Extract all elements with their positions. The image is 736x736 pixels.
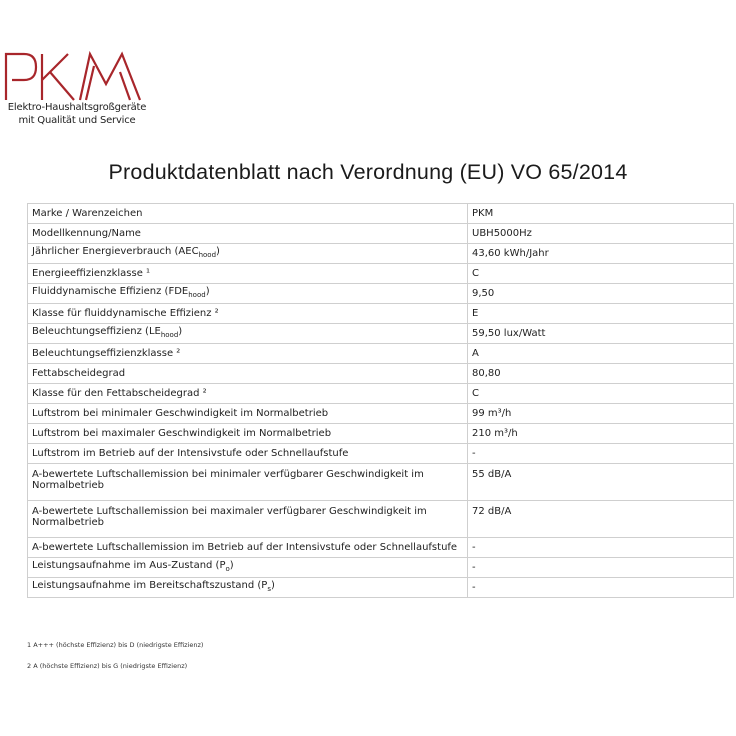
table-row — [28, 384, 734, 404]
table-row — [28, 501, 734, 538]
row-label: Fettabscheidegrad — [28, 364, 468, 384]
row-value: - — [468, 578, 734, 598]
row-value: A — [468, 344, 734, 364]
row-value: 80,80 — [468, 364, 734, 384]
table-row — [28, 464, 734, 501]
row-label: Marke / Warenzeichen — [28, 204, 468, 224]
row-value: C — [468, 264, 734, 284]
row-label: A-bewertete Luftschallemission im Betrieb auf der Intensivstufe oder Schnellaufstufe — [28, 538, 468, 558]
row-label: Beleuchtungseffizienz $(LE_{hood})$ — [28, 324, 468, 344]
row-label: Luftstrom im Betrieb auf der Intensivstufe oder Schnellaufstufe — [28, 444, 468, 464]
table-row — [28, 558, 734, 578]
row-value: PKM — [468, 204, 734, 224]
row-value: - — [468, 538, 734, 558]
table-row — [28, 204, 734, 224]
row-label: Modellkennung/Name — [28, 224, 468, 244]
table-row — [28, 284, 734, 304]
logo-tagline-line-2: mit Qualität und Service — [18, 115, 136, 126]
row-label: Jährlicher Energieverbrauch $(AEC_{hood})$ — [28, 244, 468, 264]
row-label: Klasse für den Fettabscheidegrad ² — [28, 384, 468, 404]
row-value: 72 dB/A — [468, 501, 734, 538]
table-row — [28, 578, 734, 598]
table-row — [28, 444, 734, 464]
product-data-table — [27, 203, 734, 598]
footnote-2: 2 A (höchste Effizienz) bis G (niedrigste Effizienz) — [27, 662, 188, 670]
row-label: Energieeffizienzklasse ¹ — [28, 264, 468, 284]
row-label: Fluiddynamische Effizienz $(FDE_{hood})$ — [28, 284, 468, 304]
table-row — [28, 244, 734, 264]
row-value: 99 m³/h — [468, 404, 734, 424]
row-label: Klasse für fluiddynamische Effizienz ² — [28, 304, 468, 324]
logo-tagline — [2, 101, 152, 127]
row-label: Leistungsaufnahme im Bereitschaftszustand $(P_s)$ — [28, 578, 468, 598]
table-row — [28, 538, 734, 558]
row-value: 43,60 kWh/Jahr — [468, 244, 734, 264]
company-logo — [2, 50, 152, 132]
row-label: Luftstrom bei maximaler Geschwindigkeit im Normalbetrieb — [28, 424, 468, 444]
row-label: A-bewertete Luftschallemission bei maximaler verfügbarer Geschwindigkeit im Normalbetrieb — [28, 501, 468, 538]
pkm-logo-mark — [2, 50, 147, 102]
table-row — [28, 324, 734, 344]
row-label: Luftstrom bei minimaler Geschwindigkeit im Normalbetrieb — [28, 404, 468, 424]
row-value: UBH5000Hz — [468, 224, 734, 244]
row-label: Leistungsaufnahme im Aus-Zustand $(P_o)$ — [28, 558, 468, 578]
table-row — [28, 364, 734, 384]
row-value: 59,50 lux/Watt — [468, 324, 734, 344]
row-value: C — [468, 384, 734, 404]
row-value: E — [468, 304, 734, 324]
row-label: A-bewertete Luftschallemission bei minimaler verfügbarer Geschwindigkeit im Normalbetrieb — [28, 464, 468, 501]
table-row — [28, 424, 734, 444]
logo-tagline-line-1: Elektro-Haushaltsgroßgeräte — [7, 102, 147, 113]
page-title: Produktdatenblatt nach Verordnung (EU) VO 65/2014 — [108, 160, 628, 184]
footnote-1: 1 A+++ (höchste Effizienz) bis D (niedrigste Effizienz) — [27, 641, 204, 649]
row-value: 55 dB/A — [468, 464, 734, 501]
table-row — [28, 304, 734, 324]
row-label: Beleuchtungseffizienzklasse ² — [28, 344, 468, 364]
row-value: 210 m³/h — [468, 424, 734, 444]
table-row — [28, 404, 734, 424]
row-value: 9,50 — [468, 284, 734, 304]
row-value: - — [468, 558, 734, 578]
table-row — [28, 344, 734, 364]
table-row — [28, 264, 734, 284]
row-value: - — [468, 444, 734, 464]
table-row — [28, 224, 734, 244]
